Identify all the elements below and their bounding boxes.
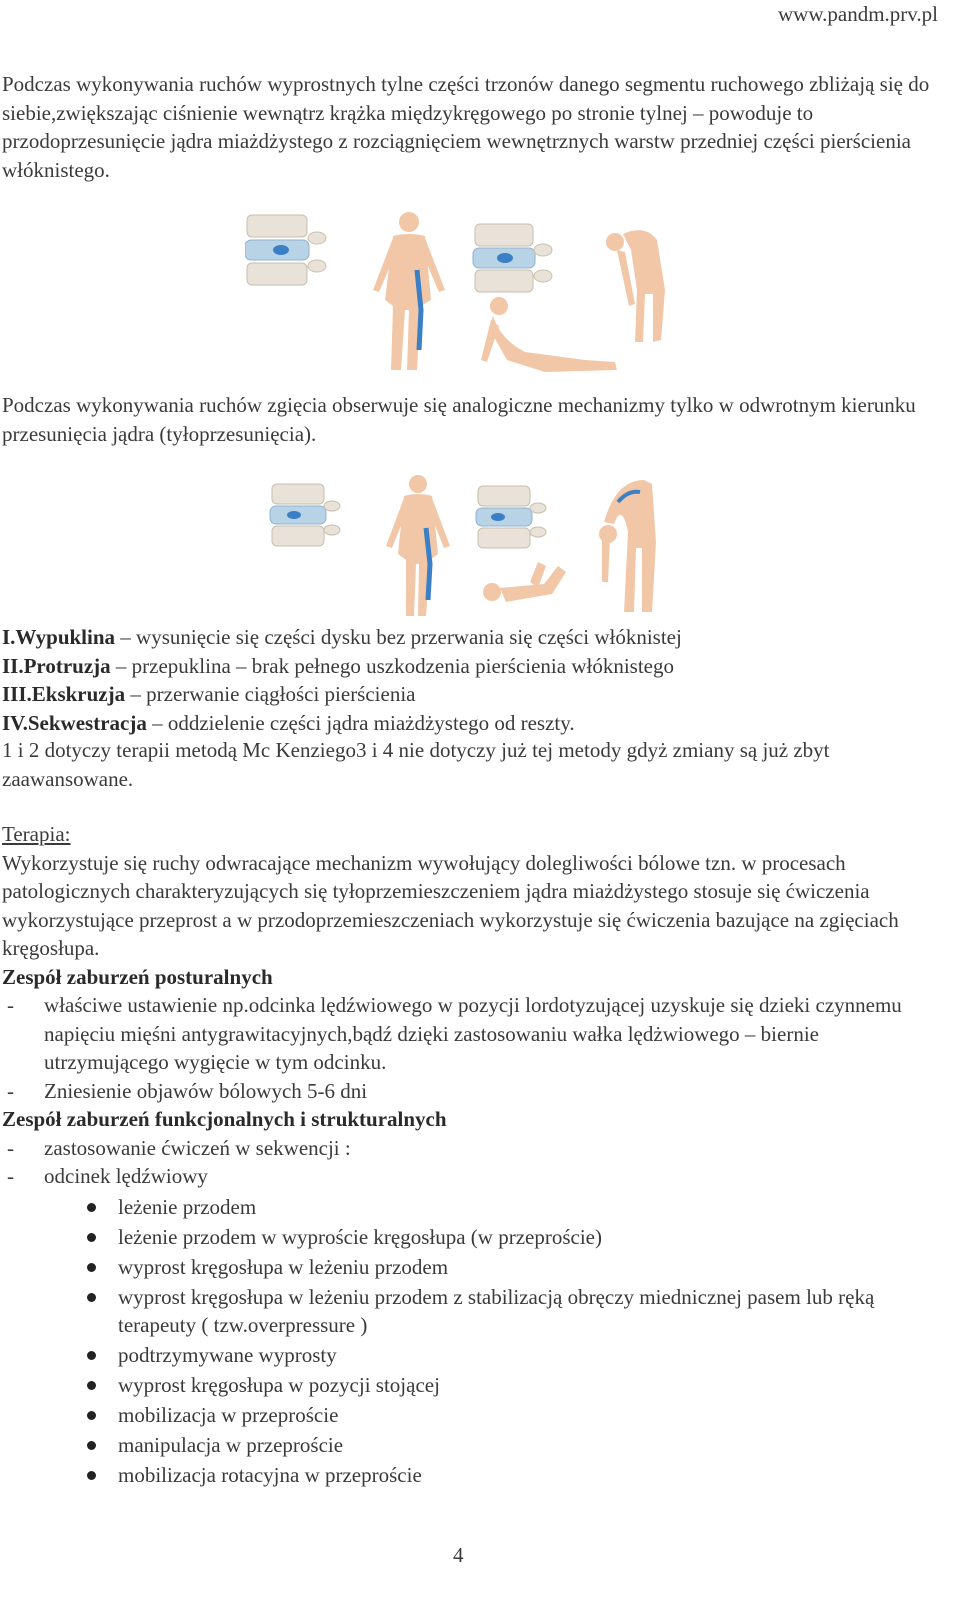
forward-bend-figure-icon (599, 480, 656, 612)
bullet-dot-icon (87, 1263, 96, 1272)
bending-figure-icon (606, 230, 665, 342)
dash-marker: - (7, 1078, 14, 1103)
postural-item-text: właściwe ustawienie np.odcinka lędźwiowego w pozycji lordotyzującej uzyskuje się dzieki czynnemu napięciu mięśni antygrawitacyjnych,bądź dzięki zastosowaniu wałka lędżwiowego – biernie utrzymującego wygięcie w tym odcinku. (44, 993, 902, 1074)
exercise-sequence-list (2, 1193, 947, 1490)
postural-item-text: Zniesienie objawów bólowych 5-6 dni (44, 1078, 368, 1103)
standing-figure-icon (386, 475, 450, 616)
postural-heading: Zespół zaburzeń posturalnych (2, 964, 273, 989)
therapy-section (2, 820, 947, 1491)
dash-marker: - (7, 1164, 14, 1188)
definition-item (2, 623, 947, 652)
definition-desc: – przepuklina – brak pełnego uszkodzenia pierścienia włóknistego (110, 653, 674, 678)
method-note: 1 i 2 dotyczy terapii metodą Mc Kenziego3 i 4 nie dotyczy już tej metody gdyż zmiany są już zbyt zaawansowane. (2, 738, 830, 791)
definition-item (2, 680, 947, 709)
list-item: leżenie przodem w wyproście kręgosłupa (w przeproście) (2, 1223, 947, 1252)
definition-term: II.Protruzja (2, 653, 111, 678)
paragraph-flexion: Podczas wykonywania ruchów zgięcia obserwuje się analogiczne mechanizmy tylko w odwrotnym kierunku przesunięcia jądra (tyłoprzesunięcia). (2, 393, 916, 446)
definition-desc: – przerwanie ciągłości pierścienia (125, 682, 416, 706)
standing-figure-icon (373, 212, 445, 370)
definition-desc: – wysunięcie się części dysku bez przerwania się części włóknistej (115, 625, 682, 649)
list-item: podtrzymywane wyprosty (2, 1341, 947, 1370)
disc-diagram-icon (270, 484, 340, 546)
postural-item (2, 991, 947, 1077)
functional-item-text: odcinek lędźwiowy (44, 1164, 208, 1188)
functional-item (2, 1162, 947, 1191)
disc-diagram-icon (473, 224, 552, 292)
paragraph-extension: Podczas wykonywania ruchów wyprostnych tylne części trzonów danego segmentu ruchowego zbliżają się do siebie,zwiększając ciśnienie wewnątrz krążka międzykręgowego po stronie tylnej – powoduje to przodoprzesunięcie jądra miażdżystego z rozciągnięciem wewnętrznych warstw przedniej części pierścienia włóknistego. (2, 72, 930, 182)
bullet-dot-icon (87, 1411, 96, 1420)
bullet-dot-icon (87, 1381, 96, 1390)
bullet-dot-icon (87, 1203, 96, 1212)
supine-knees-to-chest-figure-icon (483, 562, 566, 602)
header-url[interactable]: www.pandm.prv.pl (777, 2, 938, 26)
list-item: leżenie przodem (2, 1193, 947, 1222)
dash-marker: - (7, 1135, 14, 1160)
list-item: wyprost kręgosłupa w leżeniu przodem z stabilizacją obręczy miednicznej pasem lub ręką terapeuty ( tzw.overpressure ) (2, 1283, 947, 1340)
bullet-dot-icon (87, 1471, 96, 1480)
page-number: 4 (453, 1543, 464, 1567)
bullet-dot-icon (87, 1351, 96, 1360)
dash-marker: - (7, 993, 14, 1017)
definitions-list (2, 623, 947, 737)
definition-item (2, 709, 947, 738)
definition-item (2, 652, 947, 681)
disc-diagram-icon (476, 486, 546, 548)
functional-item (2, 1134, 947, 1163)
bullet-dot-icon (87, 1233, 96, 1242)
therapy-title: Terapia: (2, 822, 71, 846)
disc-diagram-icon (245, 215, 326, 285)
list-item: manipulacja w przeproście (2, 1431, 947, 1460)
bullet-dot-icon (87, 1441, 96, 1450)
flexion-illustration (268, 472, 663, 620)
definition-term: I.Wypuklina (2, 625, 116, 649)
postural-item (2, 1077, 947, 1106)
extension-illustration (245, 210, 685, 380)
functional-heading: Zespół zaburzeń funkcjonalnych i strukturalnych (2, 1107, 447, 1131)
definition-term: III.Ekskruzja (2, 682, 126, 706)
functional-item-text: zastosowanie ćwiczeń w sekwencji : (44, 1135, 351, 1160)
list-item: mobilizacja w przeproście (2, 1401, 947, 1430)
list-item: wyprost kręgosłupa w pozycji stojącej (2, 1371, 947, 1400)
definition-term: IV.Sekwestracja (2, 710, 147, 735)
list-item: mobilizacja rotacyjna w przeproście (2, 1461, 947, 1490)
list-item: wyprost kręgosłupa w leżeniu przodem (2, 1253, 947, 1282)
therapy-text: Wykorzystuje się ruchy odwracające mechanizm wywołujący dolegliwości bólowe tzn. w procesach patologicznych charakteryzujących się tyłoprzemieszczeniem jądra miażdżystego stosuje się ćwiczenia wykorzystujące przeprost a w przodoprzemieszczeniach wykorzystuje się ćwiczenia bazujące na zgięciach kręgosłupa. (2, 850, 899, 960)
definition-desc: – oddzielenie części jądra miażdżystego od reszty. (146, 710, 575, 735)
prone-extension-figure-icon (481, 297, 617, 372)
bullet-dot-icon (87, 1293, 96, 1302)
